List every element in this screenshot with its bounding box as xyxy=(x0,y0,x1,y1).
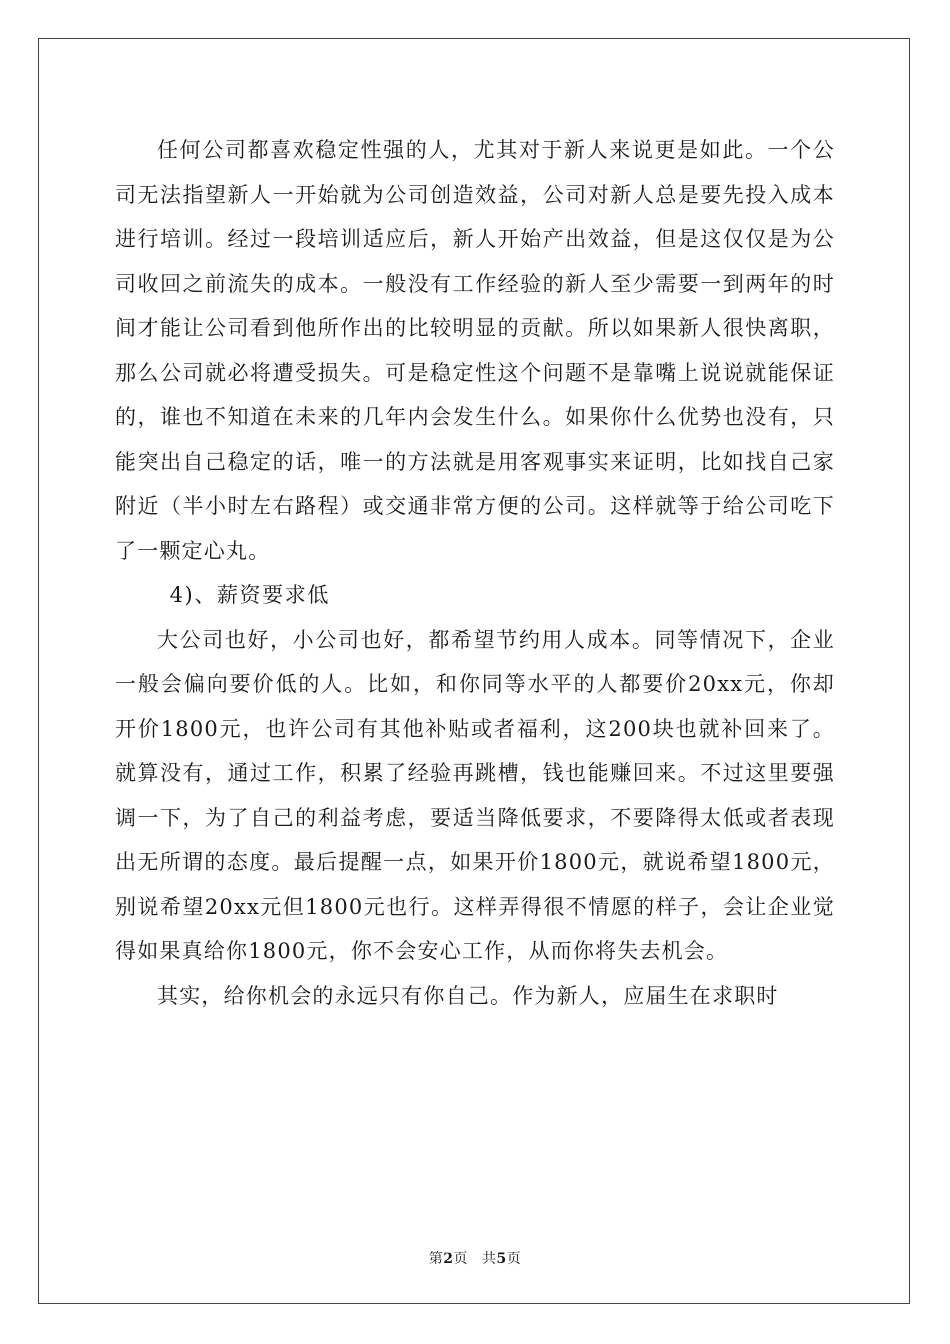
page-total-prefix: 共 xyxy=(482,1251,497,1267)
document-body xyxy=(115,128,835,1018)
paragraph-salary: 大公司也好，小公司也好，都希望节约用人成本。同等情况下，企业一般会偏向要价低的人。比如，和你同等水平的人都要价20xx元，你却开价1800元，也许公司有其他补贴或者福利，这200块也就补回来了。就算没有，通过工作，积累了经验再跳槽，钱也能赚回来。不过这里要强调一下，为了自己的利益考虑，要适当降低要求，不要降得太低或者表现出无所谓的态度。最后提醒一点，如果开价1800元，就说希望1800元，别说希望20xx元但1800元也行。这样弄得很不情愿的样子，会让企业觉得如果真给你1800元，你不会安心工作，从而你将失去机会。 xyxy=(115,627,835,963)
section-heading-low-salary: 4)、薪资要求低 xyxy=(169,583,330,607)
page-number-prefix: 第 xyxy=(428,1251,444,1267)
page-number-current: 2 xyxy=(443,1251,454,1267)
page-number-suffix: 页 xyxy=(453,1251,468,1267)
page-total-count: 5 xyxy=(496,1251,507,1267)
paragraph-conclusion: 其实，给你机会的永远只有你自己。作为新人，应届生在求职时 xyxy=(157,983,779,1008)
page-total-suffix: 页 xyxy=(506,1251,522,1267)
page-footer xyxy=(0,1248,950,1268)
paragraph-stability: 任何公司都喜欢稳定性强的人，尤其对于新人来说更是如此。一个公司无法指望新人一开始就为公司创造效益，公司对新人总是要先投入成本进行培训。经过一段培训适应后，新人开始产出效益，但是这仅仅是为公司收回之前流失的成本。一般没有工作经验的新人至少需要一到两年的时间才能让公司看到他所作出的比较明显的贡献。所以如果新人很快离职，那么公司就必将遭受损失。可是稳定性这个问题不是靠嘴上说说就能保证的，谁也不知道在未来的几年内会发生什么。如果你什么优势也没有，只能突出自己稳定的话，唯一的方法就是用客观事实来证明，比如找自己家附近（半小时左右路程）或交通非常方便的公司。这样就等于给公司吃下了一颗定心丸。 xyxy=(115,138,835,563)
